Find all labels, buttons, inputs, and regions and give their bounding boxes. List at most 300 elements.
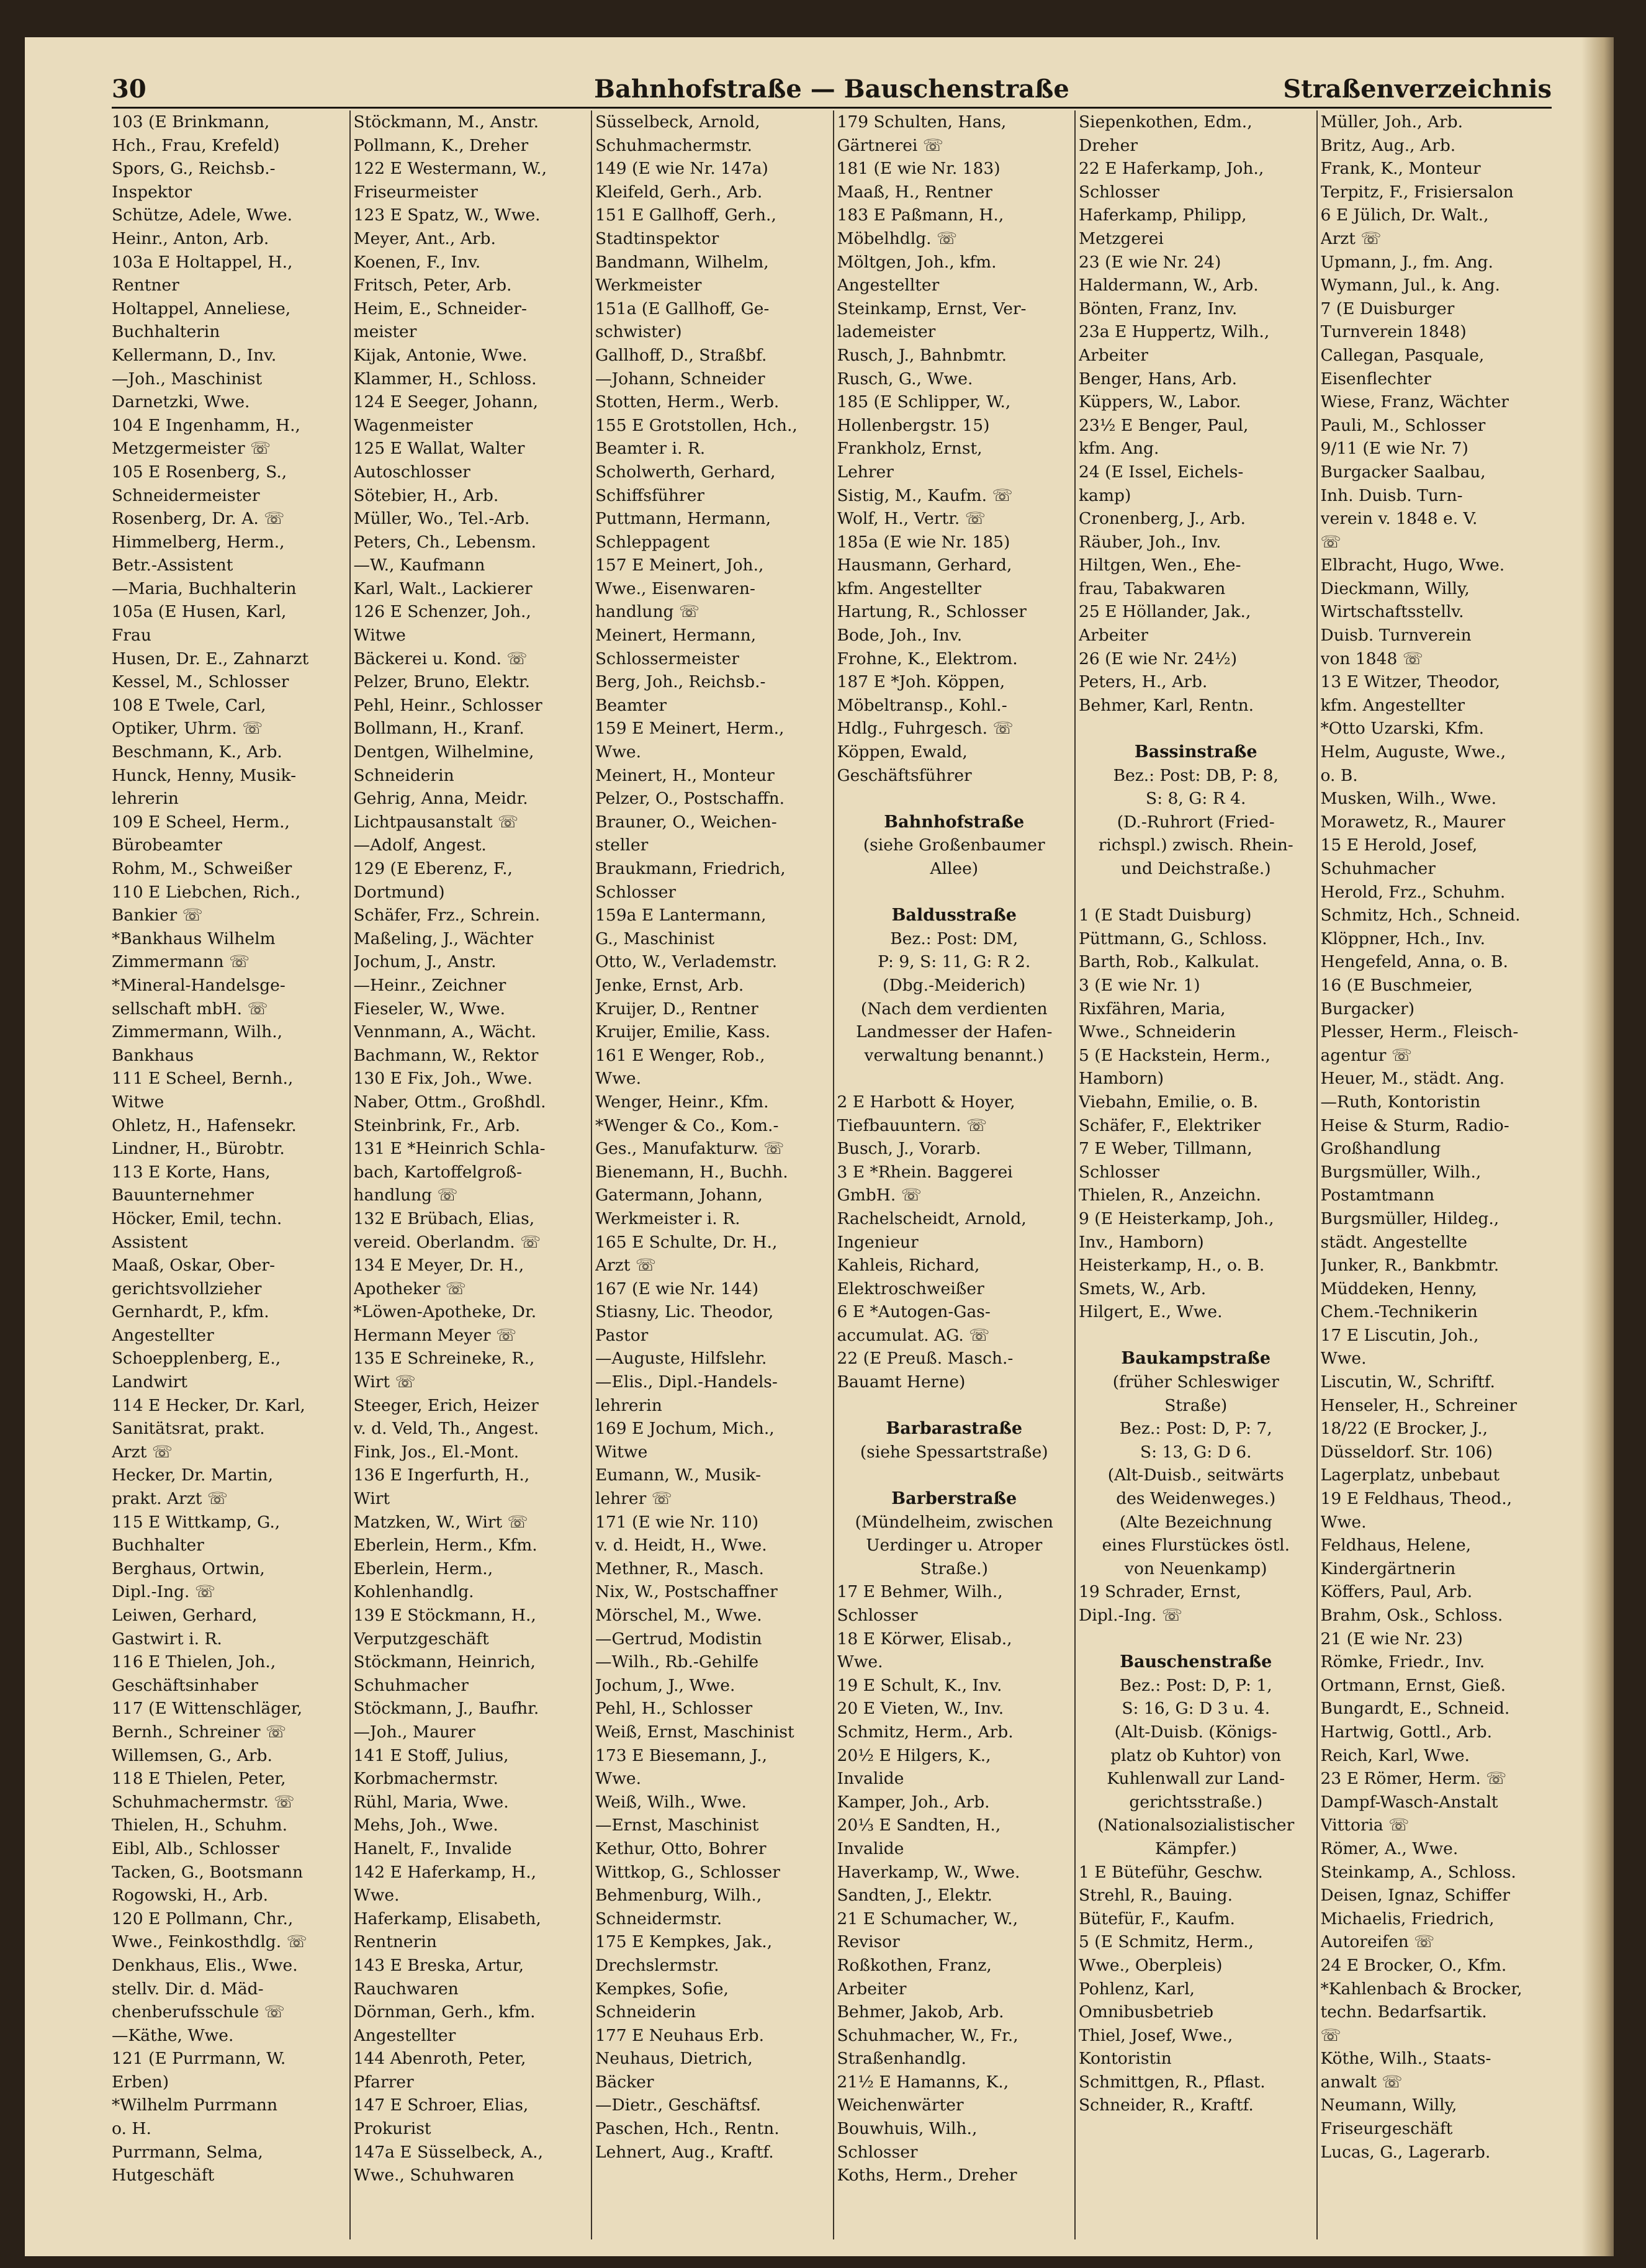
directory-entry: 181 (E wie Nr. 183) <box>837 159 1001 179</box>
directory-entry: Hausmann, Gerhard, <box>837 556 1012 575</box>
directory-entry: 177 E Neuhaus Erb. <box>595 2025 765 2045</box>
directory-entry: Straßenhandlg. <box>837 2049 966 2069</box>
directory-entry: —Johann, Schneider <box>595 369 765 389</box>
directory-entry: Stiasny, Lic. Theodor, <box>595 1302 774 1322</box>
directory-entry: 7 (E Duisburger <box>1320 299 1455 318</box>
directory-entry: Invalide <box>837 1769 904 1789</box>
directory-entry: handlung ☏ <box>595 602 700 622</box>
directory-entry: lehrer ☏ <box>595 1489 672 1509</box>
directory-entry: Schäfer, Frz., Schrein. <box>353 906 541 925</box>
directory-entry: Schuhmacher, W., Fr., <box>837 2025 1019 2045</box>
directory-entry: Kethur, Otto, Bohrer <box>595 1838 767 1858</box>
street-note: (Nach dem verdienten <box>860 999 1048 1019</box>
street-heading: Barbarastraße <box>886 1419 1023 1439</box>
street-note: von Neuenkamp) <box>1125 1559 1267 1578</box>
directory-entry: 159a E Lantermann, <box>595 906 767 925</box>
directory-entry: Otto, W., Verlademstr. <box>595 952 778 972</box>
page-binding-shadow <box>1581 37 1614 2256</box>
directory-entry: Süsselbeck, Arnold, <box>595 112 760 132</box>
directory-entry: vereid. Oberlandm. ☏ <box>353 1232 541 1252</box>
directory-entry: Feldhaus, Helene, <box>1320 1536 1472 1555</box>
directory-entry: 20⅓ E Sandten, H., <box>837 1816 1001 1835</box>
directory-entry: Ingenieur <box>837 1232 919 1252</box>
directory-entry: städt. Angestellte <box>1320 1232 1468 1252</box>
directory-entry: Pehl, Heinr., Schlosser <box>353 695 542 715</box>
directory-entry: Schmitz, Herm., Arb. <box>837 1722 1014 1742</box>
directory-entry: Kempkes, Sofie, <box>595 1979 729 1999</box>
directory-entry: Gallhoff, D., Straßbf. <box>595 345 767 365</box>
directory-entry: agentur ☏ <box>1320 1045 1412 1065</box>
directory-entry: Arbeiter <box>1079 626 1148 646</box>
directory-entry: gerichtsvollzieher <box>112 1279 262 1298</box>
directory-entry: Junker, R., Bankbmtr. <box>1320 1256 1500 1276</box>
directory-entry <box>837 881 1072 904</box>
directory-entry: Wwe. <box>1320 1349 1367 1369</box>
directory-entry: Kontoristin <box>1079 2049 1172 2069</box>
directory-entry: 130 E Fix, Joh., Wwe. <box>353 1069 533 1089</box>
directory-entry: Rachelscheidt, Arnold, <box>837 1208 1027 1228</box>
directory-entry: Heisterkamp, H., o. B. <box>1079 1256 1265 1276</box>
directory-entry: Rauchwaren <box>353 1979 459 1999</box>
directory-entry: Hiltgen, Wen., Ehe- <box>1079 556 1241 575</box>
directory-entry: Dieckmann, Willy, <box>1320 578 1470 598</box>
directory-entry: *Kahlenbach & Brocker, <box>1320 1979 1522 1999</box>
directory-entry: Meinert, Hermann, <box>595 626 757 646</box>
directory-entry: Vittoria ☏ <box>1320 1816 1410 1835</box>
directory-entry: —Dietr., Geschäftsf. <box>595 2095 762 2115</box>
directory-entry: Peters, H., Arb. <box>1079 672 1208 692</box>
directory-entry: Kahleis, Richard, <box>837 1256 980 1276</box>
directory-entry: 122 E Westermann, W., <box>353 159 547 179</box>
directory-entry: Burgacker) <box>1320 999 1415 1019</box>
directory-entry: Herold, Frz., Schuhm. <box>1320 882 1506 902</box>
directory-entry: 13 E Witzer, Theodor, <box>1320 672 1501 692</box>
directory-entry: Denkhaus, Elis., Wwe. <box>112 1955 298 1975</box>
directory-entry: Haverkamp, W., Wwe. <box>837 1862 1020 1882</box>
directory-entry: Nix, W., Postschaffner <box>595 1582 778 1602</box>
directory-entry: Kamper, Joh., Arb. <box>837 1792 990 1812</box>
directory-entry: kamp) <box>1079 485 1131 505</box>
directory-entry: *Bankhaus Wilhelm <box>112 929 276 948</box>
directory-entry <box>837 1394 1072 1418</box>
directory-entry: 1 E Büteführ, Geschw. <box>1079 1862 1263 1882</box>
directory-entry: Angestellter <box>112 1325 214 1345</box>
directory-entry: 117 (E Wittenschläger, <box>112 1699 303 1719</box>
street-note: platz ob Kuhtor) von <box>1110 1745 1282 1765</box>
directory-entry: *Wenger & Co., Kom.- <box>595 1115 779 1135</box>
directory-entry: 25 E Höllander, Jak., <box>1079 602 1251 622</box>
directory-entry: Hollenbergstr. 15) <box>837 415 990 435</box>
directory-entry: 21 (E wie Nr. 23) <box>1320 1629 1463 1649</box>
directory-entry: 22 E Haferkamp, Joh., <box>1079 159 1264 179</box>
directory-entry: Kindergärtnerin <box>1320 1559 1456 1578</box>
directory-entry: Dipl.-Ing. ☏ <box>112 1582 216 1602</box>
directory-entry: 129 (E Eberenz, F., <box>353 859 513 878</box>
directory-entry: Wwe., Schuhwaren <box>353 2166 515 2185</box>
directory-entry <box>837 787 1072 811</box>
street-note: Straße) <box>1164 1395 1228 1415</box>
directory-entry: Sanitätsrat, prakt. <box>112 1419 265 1439</box>
directory-entry: Kohlenhandlg. <box>353 1582 474 1602</box>
section-title: Straßenverzeichnis <box>1283 74 1552 104</box>
directory-entry: Bauunternehmer <box>112 1186 254 1205</box>
directory-entry: Braukmann, Friedrich, <box>595 859 786 878</box>
directory-entry: Turnverein 1848) <box>1320 322 1467 342</box>
street-heading: Baldusstraße <box>891 906 1017 925</box>
directory-entry: Naber, Ottm., Großhdl. <box>353 1092 546 1112</box>
directory-entry: stellv. Dir. d. Mäd- <box>112 1979 264 1999</box>
directory-entry: Duisb. Turnverein <box>1320 626 1472 646</box>
directory-entry: Ges., Manufakturw. ☏ <box>595 1139 785 1159</box>
directory-entry: Maaß, Oskar, Ober- <box>112 1256 276 1276</box>
directory-entry: v. d. Heidt, H., Wwe. <box>595 1536 767 1555</box>
directory-entry: —Käthe, Wwe. <box>112 2025 234 2045</box>
directory-entry: Schiffsführer <box>595 485 704 505</box>
directory-entry: Hengefeld, Anna, o. B. <box>1320 952 1508 972</box>
street-note: Landmesser der Hafen- <box>856 1022 1053 1042</box>
directory-entry: Arzt ☏ <box>595 1256 656 1276</box>
directory-entry: frau, Tabakwaren <box>1079 578 1226 598</box>
directory-entry: Müddeken, Henny, <box>1320 1279 1477 1298</box>
directory-entry: Invalide <box>837 1838 904 1858</box>
directory-entry: Fink, Jos., El.-Mont. <box>353 1442 519 1462</box>
directory-entry: Wwe., Oberpleis) <box>1079 1955 1223 1975</box>
directory-entry: Lichtpausanstalt ☏ <box>353 812 519 832</box>
directory-entry: —W., Kaufmann <box>353 556 485 575</box>
street-note: (siehe Spessartstraße) <box>860 1442 1048 1462</box>
directory-entry: Köffers, Paul, Arb. <box>1320 1582 1473 1602</box>
directory-entry: Drechslermstr. <box>595 1955 719 1975</box>
directory-entry: Witwe <box>595 1442 648 1462</box>
directory-entry: 120 E Pollmann, Chr., <box>112 1909 294 1928</box>
directory-entry: 179 Schulten, Hans, <box>837 112 1007 132</box>
directory-entry: —Joh., Maurer <box>353 1722 475 1742</box>
directory-entry: Schlosser <box>595 882 677 902</box>
directory-entry: Wwe. <box>837 1652 883 1672</box>
directory-entry: Köthe, Wilh., Staats- <box>1320 2049 1491 2069</box>
directory-entry: Düsseldorf. Str. 106) <box>1320 1442 1493 1462</box>
directory-entry: 23 E Römer, Herm. ☏ <box>1320 1769 1507 1789</box>
directory-entry: Pohlenz, Karl, <box>1079 1979 1195 1999</box>
directory-entry: Weiß, Ernst, Maschinist <box>595 1722 794 1742</box>
directory-entry: o. H. <box>112 2119 151 2139</box>
directory-entry: —Wilh., Rb.-Gehilfe <box>595 1652 759 1672</box>
directory-entry: Strehl, R., Bauing. <box>1079 1886 1233 1906</box>
directory-entry: 24 (E Issel, Eichels- <box>1079 462 1244 482</box>
directory-entry: Arbeiter <box>837 1979 907 1999</box>
directory-entry: kfm. Ang. <box>1079 439 1159 459</box>
directory-entry: Eumann, W., Musik- <box>595 1465 762 1485</box>
column-5 <box>1074 110 1316 2239</box>
directory-entry: 151 E Gallhoff, Gerh., <box>595 205 776 225</box>
directory-entry: Spors, G., Reichsb.- <box>112 159 276 179</box>
directory-entry: 149 (E wie Nr. 147a) <box>595 159 768 179</box>
street-note: eines Flurstückes östl. <box>1102 1536 1290 1555</box>
directory-entry: Heim, E., Schneider- <box>353 299 527 318</box>
directory-entry: 161 E Wenger, Rob., <box>595 1045 765 1065</box>
directory-entry: 6 E *Autogen-Gas- <box>837 1302 991 1322</box>
directory-entry: Bankhaus <box>112 1045 194 1065</box>
directory-entry: 20 E Vieten, W., Inv. <box>837 1699 1004 1719</box>
directory-entry: lehrerin <box>595 1395 662 1415</box>
directory-entry: Müller, Wo., Tel.-Arb. <box>353 509 530 529</box>
street-heading: Barberstraße <box>891 1489 1017 1509</box>
directory-entry: 173 E Biesemann, J., <box>595 1745 768 1765</box>
directory-entry: 104 E Ingenhamm, H., <box>112 415 300 435</box>
street-note: (Nationalsozialistischer <box>1097 1816 1295 1835</box>
directory-entry: 139 E Stöckmann, H., <box>353 1606 536 1625</box>
directory-entry: Bauamt Herne) <box>837 1372 966 1392</box>
directory-entry: Römke, Friedr., Inv. <box>1320 1652 1485 1672</box>
directory-entry: 185 (E Schlipper, W., <box>837 392 1011 412</box>
directory-entry: Plesser, Herm., Fleisch- <box>1320 1022 1519 1042</box>
directory-entry: Jochum, J., Anstr. <box>353 952 497 972</box>
directory-entry: Hartwig, Gottl., Arb. <box>1320 1722 1493 1742</box>
directory-entry: Räuber, Joh., Inv. <box>1079 532 1221 552</box>
directory-entry: —Heinr., Zeichner <box>353 975 506 995</box>
directory-entry <box>1079 1324 1313 1348</box>
directory-entry: Landwirt <box>112 1372 187 1392</box>
directory-entry: Koths, Herm., Dreher <box>837 2166 1017 2185</box>
directory-entry: 110 E Liebchen, Rich., <box>112 882 301 902</box>
directory-entry: 19 E Feldhaus, Theod., <box>1320 1489 1513 1509</box>
directory-entry: kfm. Angestellter <box>837 578 982 598</box>
directory-entry: Heuer, M., städt. Ang. <box>1320 1069 1505 1089</box>
directory-entry: Beamter i. R. <box>595 439 706 459</box>
directory-entry: Wirtschaftsstellv. <box>1320 602 1464 622</box>
directory-entry: Arbeiter <box>1079 345 1148 365</box>
directory-entry: Bungardt, E., Schneid. <box>1320 1699 1510 1719</box>
directory-entry: Purrmann, Selma, <box>112 2142 263 2162</box>
directory-entry: Elbracht, Hugo, Wwe. <box>1320 556 1505 575</box>
directory-entry: 20½ E Hilgers, K., <box>837 1745 991 1765</box>
directory-entry: 144 Abenroth, Peter, <box>353 2049 526 2069</box>
directory-entry: 159 E Meinert, Herm., <box>595 719 785 739</box>
directory-entry: *Wilhelm Purrmann <box>112 2095 278 2115</box>
directory-entry: 19 Schrader, Ernst, <box>1079 1582 1241 1602</box>
directory-entry: Kruijer, Emilie, Kass. <box>595 1022 771 1042</box>
directory-entry: Optiker, Uhrm. ☏ <box>112 719 263 739</box>
directory-entry: 125 E Wallat, Walter <box>353 439 525 459</box>
directory-entry: Behmer, Karl, Rentn. <box>1079 695 1254 715</box>
directory-entry: Liscutin, W., Schriftf. <box>1320 1372 1495 1392</box>
directory-entry: Hamborn) <box>1079 1069 1164 1089</box>
directory-entry: verein v. 1848 e. V. <box>1320 509 1478 529</box>
directory-entry: Leiwen, Gerhard, <box>112 1606 258 1625</box>
directory-entry: Dörnman, Gerh., kfm. <box>353 2002 536 2022</box>
directory-entry: Methner, R., Masch. <box>595 1559 764 1578</box>
directory-entry: Neuhaus, Dietrich, <box>595 2049 753 2069</box>
directory-entry: Gernhardt, P., kfm. <box>112 1302 269 1322</box>
page-number: 30 <box>112 74 146 104</box>
directory-entry: 169 E Jochum, Mich., <box>595 1419 775 1439</box>
directory-entry: Sötebier, H., Arb. <box>353 485 499 505</box>
directory-entry: Rusch, G., Wwe. <box>837 369 973 389</box>
directory-entry: Wwe., Eisenwaren- <box>595 578 755 598</box>
directory-entry: Stöckmann, Heinrich, <box>353 1652 536 1672</box>
directory-entry: Autoschlosser <box>353 462 470 482</box>
directory-entry: Brahm, Osk., Schloss. <box>1320 1606 1503 1625</box>
directory-entry: Dortmund) <box>353 882 445 902</box>
directory-entry: Köppen, Ewald, <box>837 742 968 762</box>
directory-entry: Sistig, M., Kaufm. ☏ <box>837 485 1013 505</box>
directory-entry: Lucas, G., Lagerarb. <box>1320 2142 1491 2162</box>
directory-entry: —Gertrud, Modistin <box>595 1629 762 1649</box>
directory-entry: meister <box>353 322 417 342</box>
directory-entry: Pelzer, O., Postschaffn. <box>595 789 785 809</box>
directory-entry: —Ernst, Maschinist <box>595 1816 759 1835</box>
directory-entry: Roßkothen, Franz, <box>837 1955 992 1975</box>
directory-entry: Pastor <box>595 1325 649 1345</box>
directory-entry: Pauli, M., Schlosser <box>1320 415 1486 435</box>
directory-entry: 155 E Grotstollen, Hch., <box>595 415 798 435</box>
directory-entry: Helm, Auguste, Wwe., <box>1320 742 1506 762</box>
directory-entry: Bäcker <box>595 2072 654 2092</box>
street-note: verwaltung benannt.) <box>864 1045 1044 1065</box>
directory-entry: 171 (E wie Nr. 110) <box>595 1512 759 1532</box>
street-note: (Dbg.-Meiderich) <box>883 975 1026 995</box>
directory-entry: —Maria, Buchhalterin <box>112 578 297 598</box>
street-note: des Weidenweges.) <box>1116 1489 1276 1509</box>
directory-entry: 22 (E Preuß. Masch.- <box>837 1349 1014 1369</box>
directory-entry: Maaß, H., Rentner <box>837 182 992 202</box>
directory-entry: 18/22 (E Brocker, J., <box>1320 1419 1488 1439</box>
directory-entry: Viebahn, Emilie, o. B. <box>1079 1092 1259 1112</box>
directory-entry: chenberufsschule ☏ <box>112 2002 285 2022</box>
directory-entry: Schneidermeister <box>112 485 260 505</box>
directory-entry: lademeister <box>837 322 936 342</box>
directory-entry: Schlosser <box>1079 182 1160 202</box>
directory-entry: Klammer, H., Schloss. <box>353 369 537 389</box>
directory-entry: Omnibusbetrieb <box>1079 2002 1214 2022</box>
directory-entry: Friseurmeister <box>353 182 478 202</box>
directory-entry: 15 E Herold, Josef, <box>1320 835 1478 855</box>
directory-entry: Haferkamp, Elisabeth, <box>353 1909 541 1928</box>
directory-entry: Kleifeld, Gerh., Arb. <box>595 182 763 202</box>
directory-entry: 136 E Ingerfurth, H., <box>353 1465 530 1485</box>
directory-entry: Bürobeamter <box>112 835 222 855</box>
directory-entry: 109 E Scheel, Herm., <box>112 812 290 832</box>
street-note: S: 8, G: R 4. <box>1146 789 1246 809</box>
directory-entry: Frohne, K., Elektrom. <box>837 649 1018 668</box>
street-note: (D.-Ruhrort (Fried- <box>1117 812 1275 832</box>
directory-entry: 9 (E Heisterkamp, Joh., <box>1079 1208 1274 1228</box>
directory-entry: 115 E Wittkamp, G., <box>112 1512 281 1532</box>
directory-entry: 114 E Hecker, Dr. Karl, <box>112 1395 305 1415</box>
column-3 <box>591 110 833 2239</box>
directory-entry: 187 E *Joh. Köppen, <box>837 672 1005 692</box>
directory-entry: Klöppner, Hch., Inv. <box>1320 929 1486 948</box>
directory-entry: Schmitz, Hch., Schneid. <box>1320 906 1521 925</box>
directory-columns <box>112 110 1558 2239</box>
street-note: gerichtsstraße.) <box>1129 1792 1263 1812</box>
directory-entry: Friseurgeschäft <box>1320 2119 1453 2139</box>
directory-entry: 116 E Thielen, Joh., <box>112 1652 276 1672</box>
directory-entry: Schlosser <box>1079 1162 1160 1182</box>
directory-entry: Buchhalter <box>112 1536 204 1555</box>
directory-entry: Rühl, Maria, Wwe. <box>353 1792 509 1812</box>
directory-entry: Erben) <box>112 2072 169 2092</box>
directory-entry: Steeger, Erich, Heizer <box>353 1395 539 1415</box>
directory-entry: ☏ <box>1320 532 1341 552</box>
directory-entry: o. B. <box>1320 765 1358 785</box>
directory-entry: Höcker, Emil, techn. <box>112 1208 282 1228</box>
directory-entry: ☏ <box>1320 2025 1341 2045</box>
directory-entry: 6 E Jülich, Dr. Walt., <box>1320 205 1489 225</box>
street-note: (siehe Großenbaumer <box>863 835 1045 855</box>
directory-entry: Möbeltransp., Kohl.- <box>837 695 1007 715</box>
directory-entry: Pfarrer <box>353 2072 414 2092</box>
directory-entry: Inspektor <box>112 182 192 202</box>
directory-entry: 23½ E Benger, Paul, <box>1079 415 1249 435</box>
directory-entry: Morawetz, R., Maurer <box>1320 812 1506 832</box>
directory-entry: 167 (E wie Nr. 144) <box>595 1279 759 1298</box>
directory-entry: Bönten, Franz, Inv. <box>1079 299 1238 318</box>
directory-entry: Dreher <box>1079 135 1138 155</box>
directory-entry: Kijak, Antonie, Wwe. <box>353 345 528 365</box>
directory-entry: Behmenburg, Wilh., <box>595 1886 762 1906</box>
directory-entry: 105a (E Husen, Karl, <box>112 602 287 622</box>
directory-entry: bach, Kartoffelgroß- <box>353 1162 523 1182</box>
street-note: richspl.) zwisch. Rhein- <box>1098 835 1293 855</box>
directory-entry: Paschen, Hch., Rentn. <box>595 2119 780 2139</box>
street-note: (Mündelheim, zwischen <box>855 1512 1053 1532</box>
directory-entry: Elektroschweißer <box>837 1279 984 1298</box>
directory-entry: Hermann Meyer ☏ <box>353 1325 517 1345</box>
directory-entry: Maßeling, J., Wächter <box>353 929 534 948</box>
directory-entry: Henseler, H., Schreiner <box>1320 1395 1518 1415</box>
directory-entry: Schütze, Adele, Wwe. <box>112 205 293 225</box>
directory-entry: Assistent <box>112 1232 188 1252</box>
street-heading: Bassinstraße <box>1134 742 1257 762</box>
directory-entry: 185a (E wie Nr. 185) <box>837 532 1010 552</box>
directory-entry: Matzken, W., Wirt ☏ <box>353 1512 528 1532</box>
directory-entry: Eibl, Alb., Schlosser <box>112 1838 279 1858</box>
directory-entry: techn. Bedarfsartik. <box>1320 2002 1487 2022</box>
directory-entry: —Adolf, Angest. <box>353 835 487 855</box>
directory-entry: Mörschel, M., Wwe. <box>595 1606 762 1625</box>
street-range-title: Bahnhofstraße — Bauschenstraße <box>594 74 1069 104</box>
directory-entry: von 1848 ☏ <box>1320 649 1423 668</box>
directory-entry: Wwe. <box>1320 1512 1367 1532</box>
directory-entry: Karl, Walt., Lackierer <box>353 578 533 598</box>
directory-entry: GmbH. ☏ <box>837 1186 922 1205</box>
directory-entry: lehrerin <box>112 789 179 809</box>
directory-entry: Püttmann, G., Schloss. <box>1079 929 1267 948</box>
directory-entry: Schuhmacher <box>353 1675 469 1695</box>
directory-entry: Wymann, Jul., k. Ang. <box>1320 276 1500 295</box>
directory-entry: Schleppagent <box>595 532 710 552</box>
directory-entry: Wittkop, G., Schlosser <box>595 1862 780 1882</box>
directory-entry: Rentner <box>112 276 179 295</box>
directory-entry: Ortmann, Ernst, Gieß. <box>1320 1675 1506 1695</box>
street-note: Bez.: Post: D, P: 1, <box>1119 1675 1272 1695</box>
street-heading: Bauschenstraße <box>1120 1652 1272 1672</box>
directory-entry: Großhandlung <box>1320 1139 1441 1159</box>
directory-entry: Buchhalterin <box>112 322 220 342</box>
directory-entry: Geschäftsinhaber <box>112 1675 258 1695</box>
directory-entry: Eberlein, Herm., Kfm. <box>353 1536 537 1555</box>
directory-entry: anwalt ☏ <box>1320 2072 1403 2092</box>
directory-entry: Frau <box>112 626 151 646</box>
directory-entry: Scholwerth, Gerhard, <box>595 462 776 482</box>
street-note: Straße.) <box>920 1559 988 1578</box>
directory-entry: 26 (E wie Nr. 24½) <box>1079 649 1238 668</box>
directory-entry: 3 E *Rhein. Baggerei <box>837 1162 1013 1182</box>
directory-entry: —Joh., Maschinist <box>112 369 263 389</box>
directory-entry: Rogowski, H., Arb. <box>112 1886 269 1906</box>
street-heading: Baukampstraße <box>1121 1349 1271 1369</box>
